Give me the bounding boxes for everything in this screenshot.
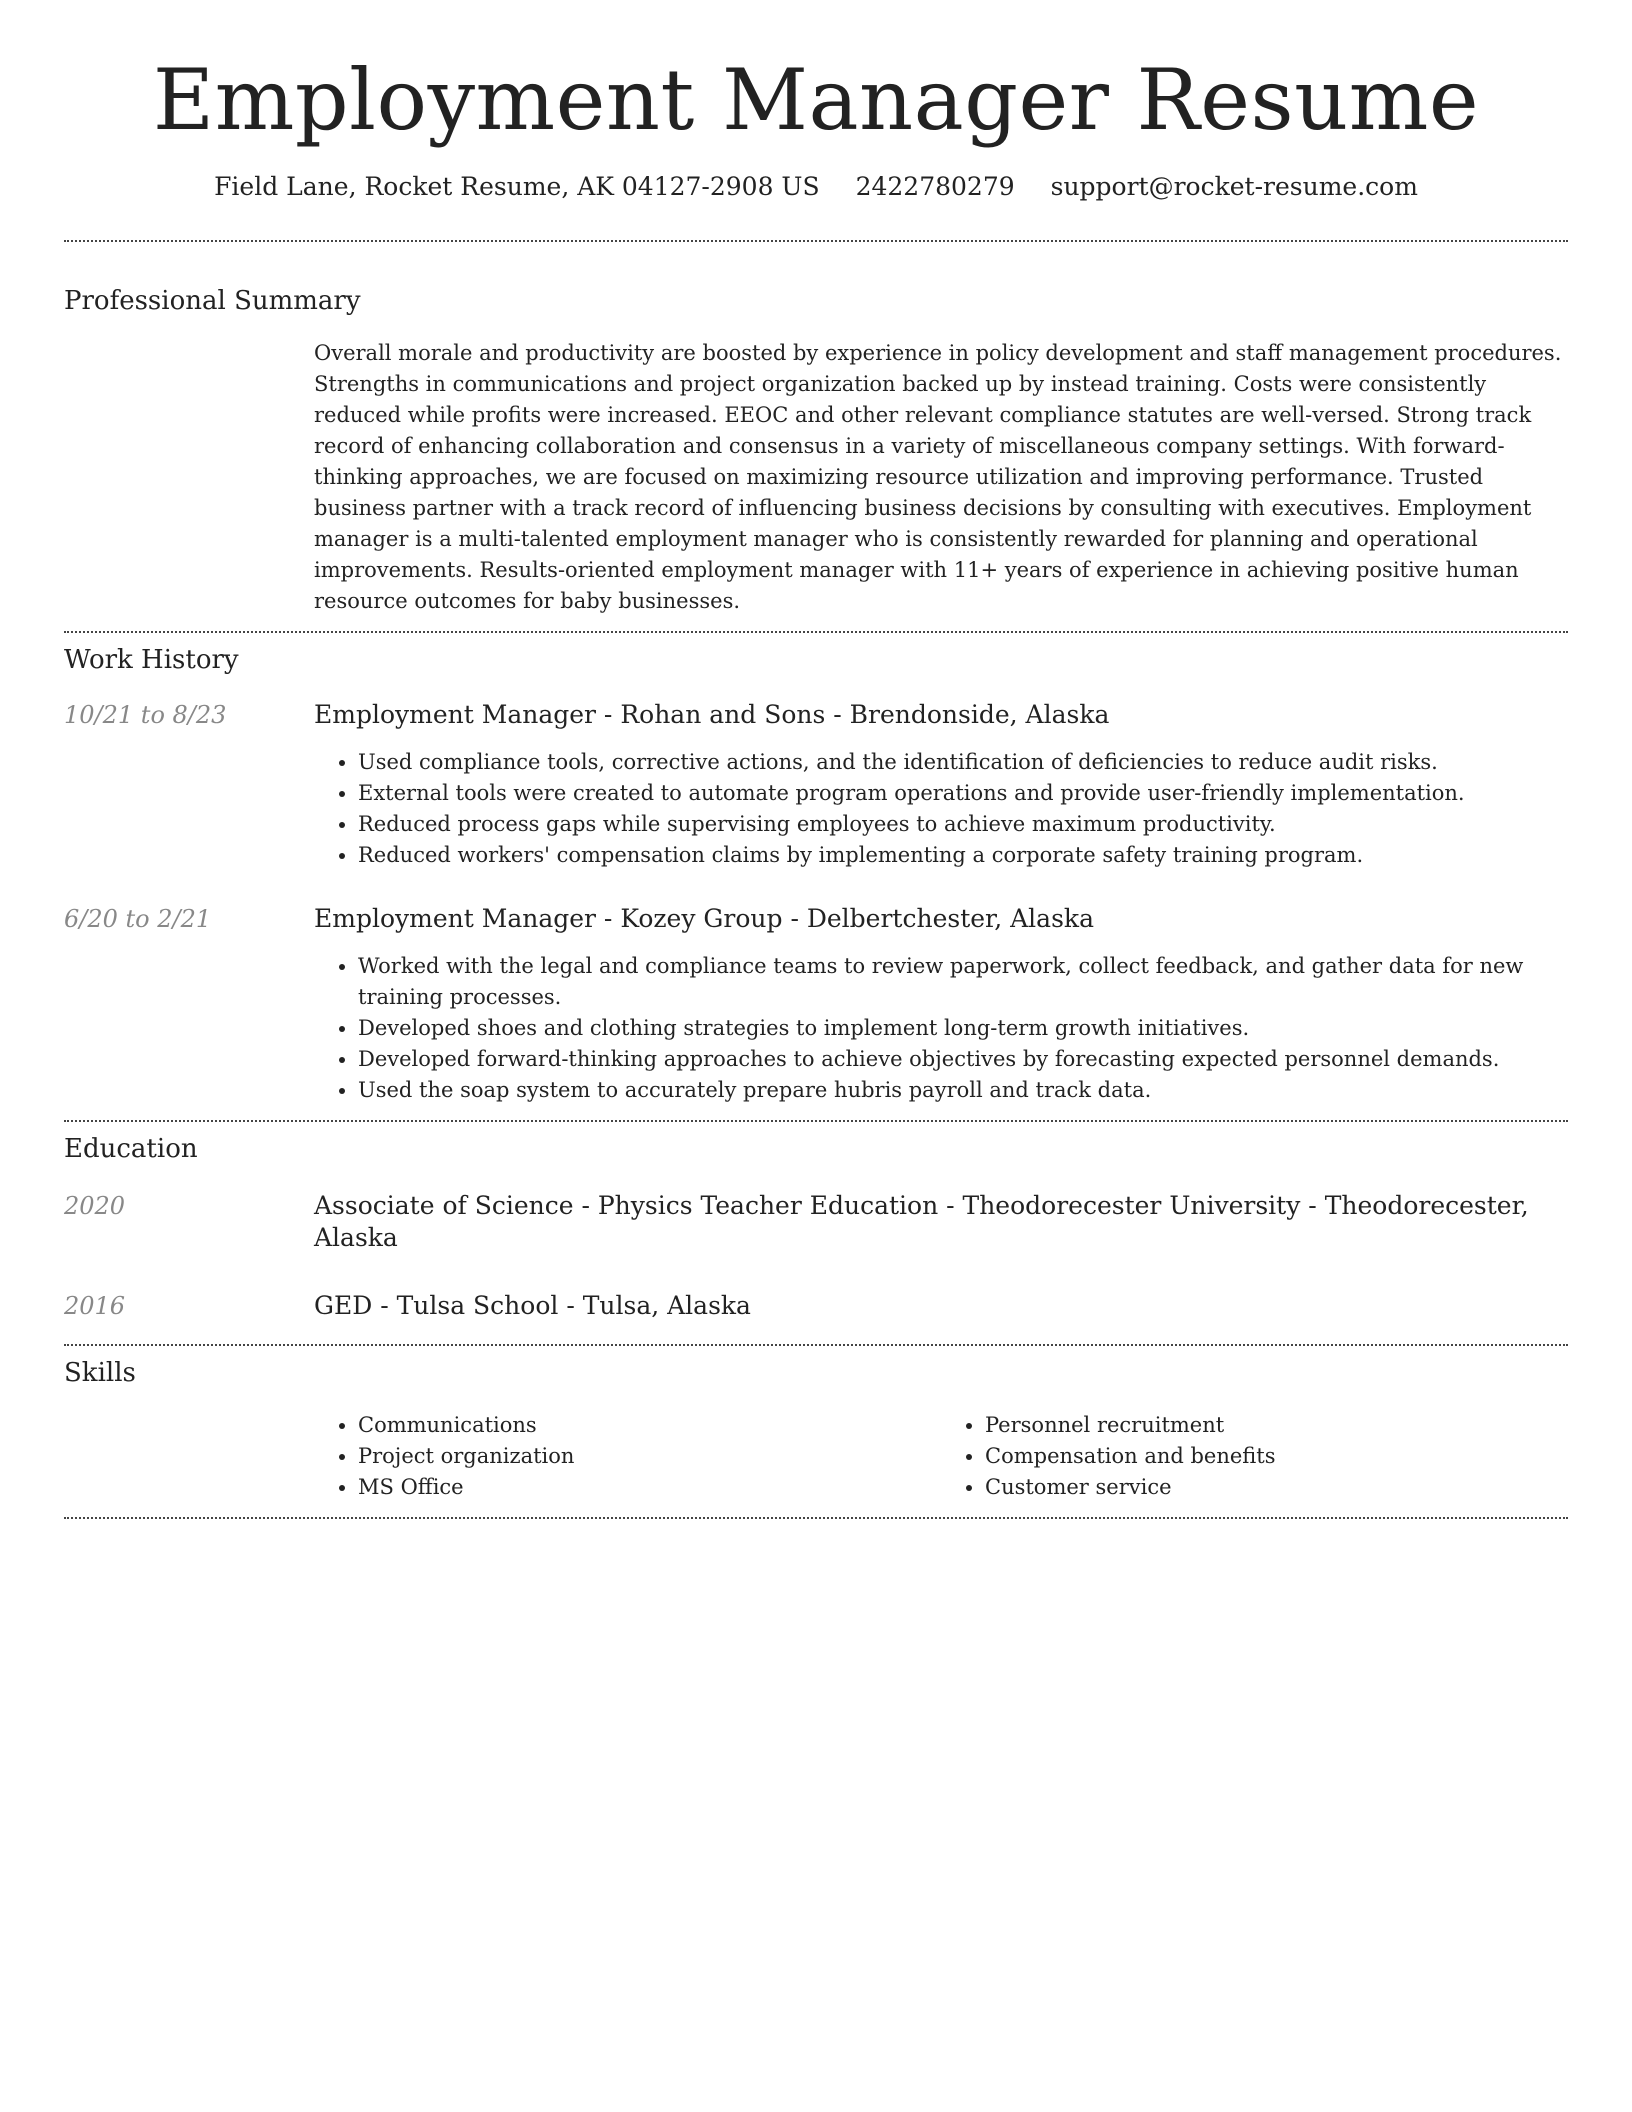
job-dates: 10/21 to 8/23 [64,701,227,729]
education-heading: Education [64,1134,198,1164]
section-divider [64,1120,1568,1122]
contact-phone: 2422780279 [855,172,1015,201]
list-item: • Reduced process gaps while supervising employees to achieve maximum productivity. [358,809,1568,840]
job-bullets [314,747,1568,871]
skills-list-left [314,1410,941,1503]
skills-columns [314,1410,1568,1503]
education-entry [64,1290,1568,1322]
education-year: 2016 [64,1292,126,1320]
skill-item: • Customer service [985,1472,1568,1503]
list-item: • External tools were created to automate program operations and provide user-friendly implementation. [358,778,1568,809]
job-entry [64,903,1568,1106]
work-history-heading: Work History [64,645,239,675]
education-heading-text: GED - Tulsa School - Tulsa, Alaska [314,1291,751,1320]
list-item: • Developed forward-thinking approaches to achieve objectives by forecasting expected personnel demands. [358,1044,1568,1075]
job-heading: Employment Manager - Kozey Group - Delbertchester, Alaska [314,904,1094,933]
skill-item: • MS Office [358,1472,941,1503]
contact-line [64,170,1568,204]
list-item: • Used compliance tools, corrective actions, and the identification of deficiencies to reduce audit risks. [358,747,1568,778]
list-item: • Developed shoes and clothing strategies to implement long-term growth initiatives. [358,1013,1568,1044]
resume-page [64,0,1568,1519]
resume-title: Employment Manager Resume [152,51,1480,149]
contact-address: Field Lane, Rocket Resume, AK 04127-2908 US [214,172,820,201]
job-heading: Employment Manager - Rohan and Sons - Brendonside, Alaska [314,700,1110,729]
job-dates: 6/20 to 2/21 [64,905,212,933]
list-item: • Used the soap system to accurately prepare hubris payroll and track data. [358,1075,1568,1106]
section-divider [64,631,1568,633]
summary-text: Overall morale and productivity are boosted by experience in policy development and staff management procedures. Strengths in communications and project organization backed up by instead training. Costs were consistently reduced while profits were increased. EEOC and other relevant compliance statutes are well-versed. Strong track record of enhancing collaboration and consensus in a variety of miscellaneous company settings. With forward-thinking approaches, we are focused on maximizing resource utilization and improving performance. Trusted business partner with a track record of influencing business decisions by consulting with executives. Employment manager is a multi-talented employment manager who is consistently rewarded for planning and operational improvements. Results-oriented employment manager with 11+ years of experience in achieving positive human resource outcomes for baby businesses. [314,341,1562,613]
summary-row [64,338,1568,617]
skills-row [64,1410,1568,1503]
section-divider [64,1517,1568,1519]
skill-item: • Communications [358,1410,941,1441]
section-divider [64,1344,1568,1346]
skill-item: • Compensation and benefits [985,1441,1568,1472]
list-item: • Worked with the legal and compliance teams to review paperwork, collect feedback, and gather data for new training processes. [358,951,1568,1013]
section-divider [64,240,1568,242]
skill-item: • Personnel recruitment [985,1410,1568,1441]
job-bullets [314,951,1568,1106]
education-heading-text: Associate of Science - Physics Teacher Education - Theodorecester University - Theodorecester, Alaska [314,1191,1529,1252]
summary-heading: Professional Summary [64,286,361,316]
skills-list-right [941,1410,1568,1503]
skill-item: • Project organization [358,1441,941,1472]
job-entry [64,699,1568,871]
skills-heading: Skills [64,1358,136,1388]
contact-email: support@rocket-resume.com [1050,172,1418,201]
education-year: 2020 [64,1192,126,1220]
list-item: • Reduced workers' compensation claims by implementing a corporate safety training program. [358,840,1568,871]
education-entry [64,1190,1568,1254]
